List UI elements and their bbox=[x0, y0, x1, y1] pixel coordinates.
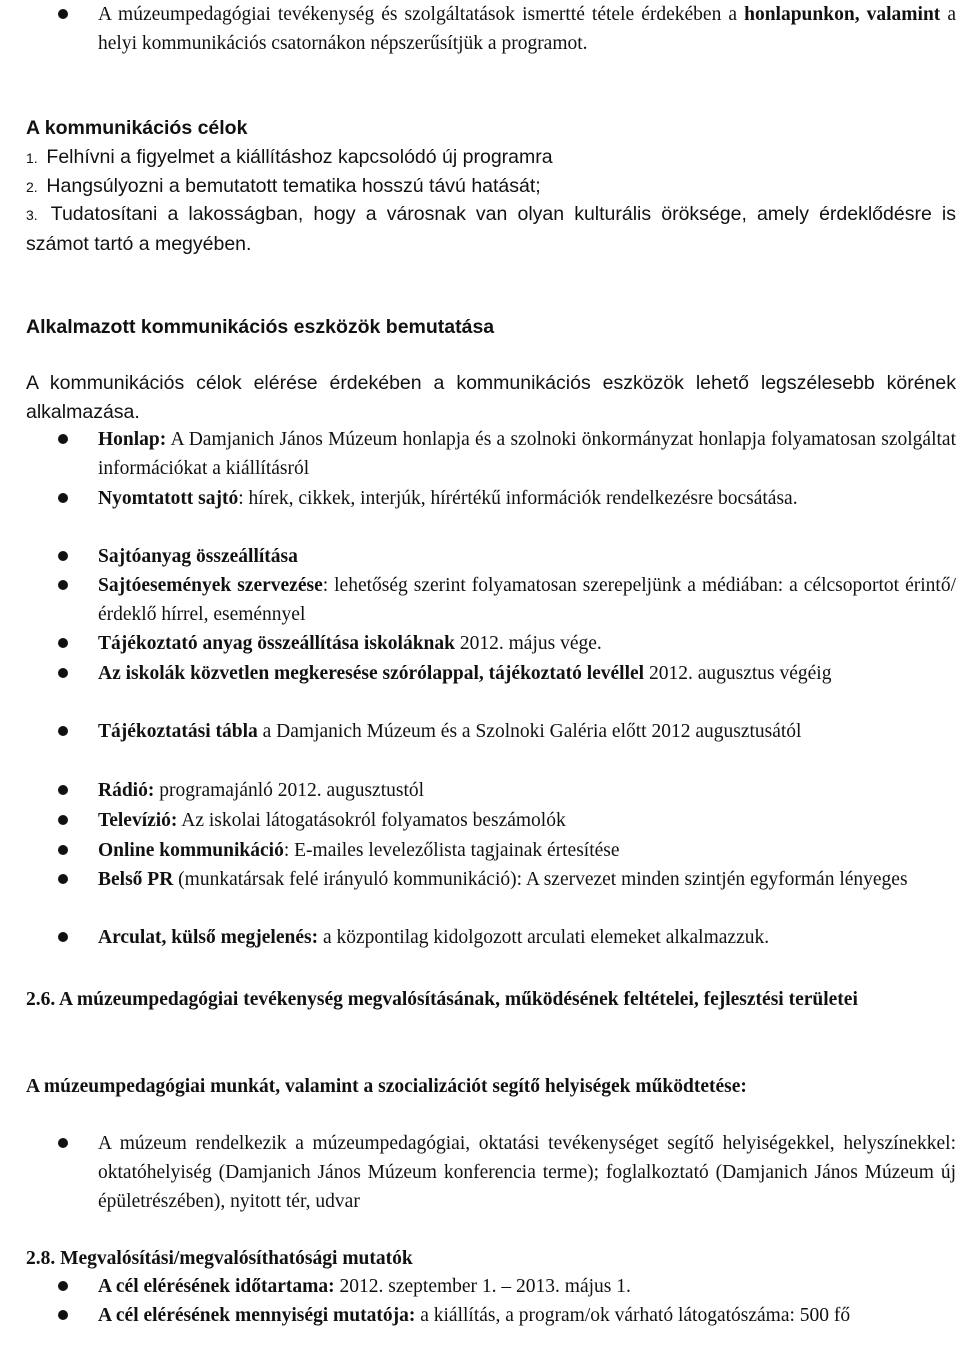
tool-item bbox=[98, 806, 956, 835]
tool-bold: Tájékoztató anyag összeállítása iskoláknak bbox=[98, 633, 455, 654]
tool-bold: Arculat, külső megjelenés: bbox=[98, 927, 319, 948]
goal-number: 2. bbox=[26, 179, 38, 195]
bullet-dot bbox=[58, 785, 68, 795]
tool-item bbox=[98, 659, 956, 688]
tool-item bbox=[98, 571, 956, 629]
tools-intro: A kommunikációs célok elérése érdekében a kommunikációs eszközök lehető legszélesebb körének alkalmazása. bbox=[26, 372, 956, 423]
bullet-dot bbox=[58, 668, 68, 678]
tool-rest: : lehetőség szerint folyamatosan szerepeljünk a médiában: a célcsoportot érintő/érdeklő hírrel, eseménnyel bbox=[98, 575, 956, 625]
goal-text: Hangsúlyozni a bemutatott tematika hosszú távú hatását; bbox=[46, 175, 541, 197]
goal-number: 1. bbox=[26, 150, 38, 166]
tool-item bbox=[98, 717, 956, 746]
tool-bold: Honlap: bbox=[98, 429, 167, 450]
tool-item bbox=[98, 865, 956, 894]
tool-item bbox=[98, 923, 956, 952]
indicator-rest: a kiállítás, a program/ok várható látogatószáma: 500 fő bbox=[415, 1305, 851, 1326]
tool-rest: (munkatársak felé irányuló kommunikáció): A szervezet minden szintjén egyformán lényeges bbox=[173, 869, 908, 890]
bullet-dot bbox=[58, 1310, 68, 1320]
goal-text: Felhívni a figyelmet a kiállításhoz kapcsolódó új programra bbox=[46, 146, 553, 168]
tool-item bbox=[98, 484, 956, 513]
tool-bold: Televízió: bbox=[98, 810, 178, 831]
tool-item bbox=[98, 836, 956, 865]
bullet-dot bbox=[58, 726, 68, 736]
tool-bold: Sajtóanyag összeállítása bbox=[98, 546, 298, 567]
intro-text-end: a helyi kommunikációs csatornákon népszerűsítjük a programot. bbox=[98, 4, 957, 54]
comm-goals-heading: A kommunikációs célok bbox=[26, 117, 248, 139]
tool-bold: Rádió: bbox=[98, 780, 155, 801]
bullet-dot bbox=[58, 874, 68, 884]
bullet-dot bbox=[58, 815, 68, 825]
goal-text: Tudatosítani a lakosságban, hogy a városnak van olyan kulturális öröksége, amely érdeklődésre is számot tartó a megyében. bbox=[26, 203, 956, 255]
intro-bold-part: honlapunkon, valamint bbox=[744, 4, 941, 25]
tool-bold: Nyomtatott sajtó bbox=[98, 488, 239, 509]
tool-item bbox=[98, 542, 956, 571]
bullet-dot bbox=[58, 551, 68, 561]
indicator-rest: 2012. szeptember 1. – 2013. május 1. bbox=[334, 1276, 631, 1297]
section-28-heading: 2.8. Megvalósítási/megvalósíthatósági mutatók bbox=[26, 1248, 413, 1269]
goal-number: 3. bbox=[26, 207, 38, 223]
indicator-bold: A cél elérésének mennyiségi mutatója: bbox=[98, 1305, 416, 1326]
tool-bold: Belső PR bbox=[98, 869, 174, 890]
goal-item bbox=[26, 143, 956, 173]
tool-rest: 2012. augusztus végéig bbox=[644, 663, 832, 684]
bullet-dot bbox=[58, 1138, 68, 1148]
tool-bold: Az iskolák közvetlen megkeresése szórólappal, tájékoztató levéllel bbox=[98, 663, 645, 684]
indicator-bold: A cél elérésének időtartama: bbox=[98, 1276, 335, 1297]
bullet-dot bbox=[58, 845, 68, 855]
bullet-dot bbox=[58, 493, 68, 503]
tool-rest: programajánló 2012. augusztustól bbox=[154, 780, 425, 801]
tool-rest: A Damjanich János Múzeum honlapja és a szolnoki önkormányzat honlapja folyamatosan szolgáltat információkat a kiállításról bbox=[98, 429, 956, 479]
section-26-heading: 2.6. A múzeumpedagógiai tevékenység megvalósításának, működésének feltételei, fejlesztési területei bbox=[26, 989, 858, 1010]
rooms-bullet-text: A múzeum rendelkezik a múzeumpedagógiai, oktatási tevékenységet segítő helyiségekkel, helyszínekkel: oktatóhelyiség (Damjanich János Múzeum konferencia terme); foglalkoztató (Damjanich János Múzeum új épületrészében), nyitott tér, udvar bbox=[98, 1133, 956, 1212]
tool-rest: : hírek, cikkek, interjúk, hírértékű információk rendelkezésre bocsátása. bbox=[238, 488, 798, 509]
indicator-item bbox=[98, 1301, 956, 1330]
tool-item bbox=[98, 776, 956, 805]
tool-bold: Tájékoztatási tábla bbox=[98, 721, 258, 742]
intro-paragraph bbox=[98, 0, 956, 58]
bullet-dot bbox=[58, 434, 68, 444]
indicator-item bbox=[98, 1272, 956, 1301]
tool-rest: a Damjanich Múzeum és a Szolnoki Galéria előtt 2012 augusztusától bbox=[257, 721, 802, 742]
tools-heading: Alkalmazott kommunikációs eszközök bemutatása bbox=[26, 316, 495, 338]
tool-rest: : E-mailes levelezőlista tagjainak értesítése bbox=[283, 840, 620, 861]
tool-item bbox=[98, 425, 956, 483]
intro-text-start: A múzeumpedagógiai tevékenység és szolgáltatások ismertté tétele érdekében a bbox=[98, 4, 738, 25]
tool-rest: Az iskolai látogatásokról folyamatos beszámolók bbox=[177, 810, 566, 831]
bullet-dot bbox=[58, 1281, 68, 1291]
tool-bold: Sajtóesemények szervezése bbox=[98, 575, 323, 596]
tool-item bbox=[98, 629, 956, 658]
tool-rest: a központilag kidolgozott arculati elemeket alkalmazzuk. bbox=[318, 927, 770, 948]
goal-item bbox=[26, 172, 956, 202]
tool-rest: 2012. május vége. bbox=[455, 633, 602, 654]
bullet-dot bbox=[58, 580, 68, 590]
tool-bold: Online kommunikáció bbox=[98, 840, 284, 861]
bullet-dot bbox=[58, 932, 68, 942]
bullet-dot bbox=[58, 9, 68, 19]
rooms-heading: A múzeumpedagógiai munkát, valamint a szocializációt segítő helyiségek működtetése: bbox=[26, 1076, 747, 1097]
bullet-dot bbox=[58, 638, 68, 648]
goal-item bbox=[26, 200, 956, 259]
